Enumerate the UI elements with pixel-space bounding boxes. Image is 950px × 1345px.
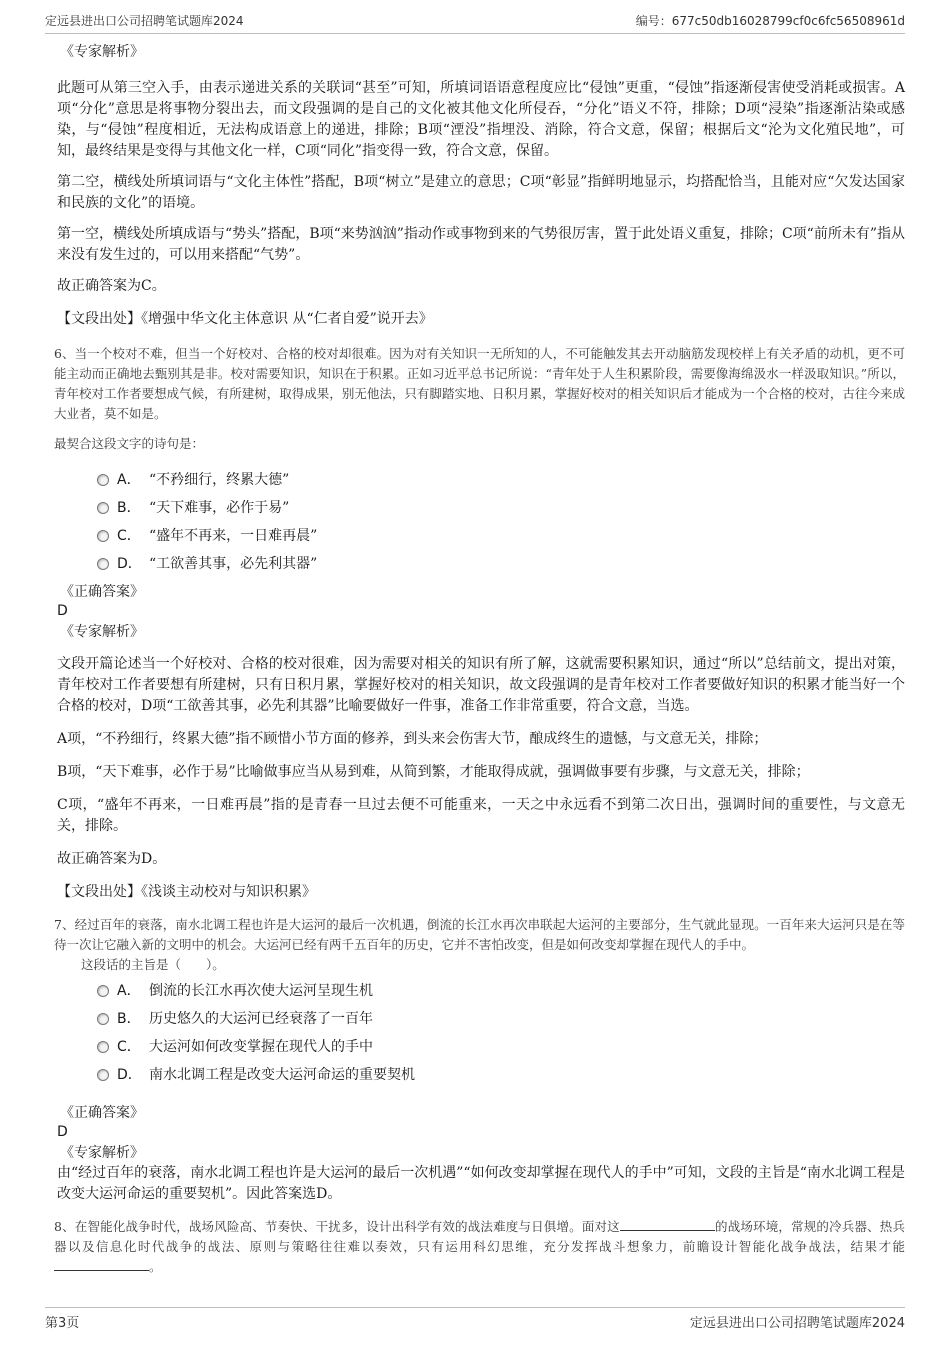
radio-button[interactable] bbox=[97, 1041, 109, 1053]
q7-answer: D bbox=[57, 1124, 68, 1140]
q5-conclusion: 故正确答案为C。 bbox=[57, 278, 166, 294]
q6-stem: 6、当一个校对不难，但当一个好校对、合格的校对却很难。因为对有关知识一无所知的人，不可能触发其去开动脑筋发现校样上有关矛盾的动机，更不可能主动而正确地去甄别其是非。校对需要知识，知识在于积累。正如习近平总书记所说：“青年处于人生积累阶段，需要像海绵汲水一样汲取知识。”所以，青年校对工作者要想成气候，有所建树，取得成果，别无他法，只有脚踏实地、日积月累，掌握好校对的相关知识后才能成为一个合格的校对，古往今来成大业者，莫不如是。 bbox=[54, 346, 905, 421]
header-title: 定远县进出口公司招聘笔试题库2024 bbox=[45, 14, 244, 28]
header-rule bbox=[45, 33, 905, 34]
q6-source: 【文段出处】《浅谈主动校对与知识积累》 bbox=[57, 884, 316, 900]
q7-option-d[interactable]: D． 南水北调工程是改变大运河命运的重要契机 bbox=[57, 1061, 905, 1089]
q6-options bbox=[57, 466, 905, 578]
footer-rule bbox=[45, 1307, 905, 1308]
radio-button[interactable] bbox=[97, 502, 109, 514]
q6-analysis-p3: B项，“天下难事，必作于易”比喻做事应当从易到难，从简到繁，才能取得成就，强调做事要有步骤，与文意无关，排除； bbox=[57, 764, 810, 780]
q6-analysis-p4: C项，“盛年不再来，一日难再晨”指的是青春一旦过去便不可能重来，一天之中永远看不到第二次日出，强调时间的重要性，与文意无关，排除。 bbox=[57, 797, 905, 834]
fill-blank[interactable] bbox=[620, 1217, 715, 1231]
q6-option-a[interactable]: A． “不矜细行，终累大德” bbox=[57, 466, 905, 494]
q7-option-a[interactable]: A． 倒流的长江水再次使大运河呈现生机 bbox=[57, 977, 905, 1005]
q6-analysis-p2: A项，“不矜细行，终累大德”指不顾惜小节方面的修养，到头来会伤害大节，酿成终生的遗憾，与文意无关，排除； bbox=[57, 731, 768, 747]
q6-option-b[interactable]: B． “天下难事，必作于易” bbox=[57, 494, 905, 522]
q5-analysis-label: 《专家解析》 bbox=[60, 44, 144, 60]
footer-page-number: 第3页 bbox=[45, 1316, 80, 1331]
q7-option-c[interactable]: C． 大运河如何改变掌握在现代人的手中 bbox=[57, 1033, 905, 1061]
q8-stem: 8、在智能化战争时代，战场风险高、节奏快、干扰多，设计出科学有效的战法难度与日俱增。面对这 的战场环境，常规的冷兵器、热兵器以及信息化时代战争的战法、原则与策略往往难以奏效，只有运用科幻思维，充分发挥战斗想象力，前瞻设计智能化战争战法，结果才能。 bbox=[54, 1219, 905, 1274]
q5-analysis-p1: 此题可从第三空入手，由表示递进关系的关联词“甚至”可知，所填词语语意程度应比“侵蚀”更重，“侵蚀”指逐渐侵害使受消耗或损害。A项“分化”意思是将事物分裂出去，而文段强调的是自己的文化被其他文化所侵吞，“分化”语义不符，排除；D项“浸染”指逐渐沾染或感染，与“侵蚀”程度相近，无法构成语意上的递进，排除；B项“湮没”指埋没、消除，符合文意，保留；根据后文“沦为文化殖民地”，可知，最终结果是变得与其他文化一样，C项“同化”指变得一致，符合文意，保留。 bbox=[57, 80, 905, 159]
q7-options bbox=[57, 977, 905, 1089]
q7-prompt: 这段话的主旨是（ ）。 bbox=[81, 957, 225, 972]
q7-option-b[interactable]: B． 历史悠久的大运河已经衰落了一百年 bbox=[57, 1005, 905, 1033]
q6-answer: D bbox=[57, 603, 68, 619]
q6-analysis-p1: 文段开篇论述当一个好校对、合格的校对很难，因为需要对相关的知识有所了解，这就需要积累知识，通过“所以”总结前文，提出对策，青年校对工作者要想有所建树，只有日积月累，掌握好校对的相关知识，故文段强调的是青年校对工作者要做好知识的积累才能当好一个合格的校对，D项“工欲善其事，必先利其器”比喻要做好一件事，准备工作非常重要，符合文意，当选。 bbox=[57, 656, 905, 714]
q5-analysis-p3: 第一空，横线处所填成语与“势头”搭配，B项“来势汹汹”指动作或事物到来的气势很厉害，置于此处语义重复，排除；C项“前所未有”指从来没有发生过的，可以用来搭配“气势”。 bbox=[57, 226, 905, 263]
q7-analysis-label: 《专家解析》 bbox=[60, 1145, 144, 1161]
q7-answer-label: 《正确答案》 bbox=[60, 1105, 144, 1121]
q5-analysis-p2: 第二空，横线处所填词语与“文化主体性”搭配，B项“树立”是建立的意思；C项“彰显”指鲜明地显示，均搭配恰当，且能对应“欠发达国家和民族的文化”的语境。 bbox=[57, 174, 905, 211]
q6-conclusion: 故正确答案为D。 bbox=[57, 851, 167, 867]
radio-button[interactable] bbox=[97, 1069, 109, 1081]
q6-option-c[interactable]: C． “盛年不再来，一日难再晨” bbox=[57, 522, 905, 550]
radio-button[interactable] bbox=[97, 1013, 109, 1025]
q6-option-d[interactable]: D． “工欲善其事，必先利其器” bbox=[57, 550, 905, 578]
radio-button[interactable] bbox=[97, 474, 109, 486]
q7-analysis-p1: 由“经过百年的衰落，南水北调工程也许是大运河的最后一次机遇”“如何改变却掌握在现代人的手中”可知，文段的主旨是“南水北调工程是改变大运河命运的重要契机”。因此答案选D。 bbox=[57, 1165, 905, 1202]
fill-blank[interactable] bbox=[54, 1257, 149, 1271]
q6-prompt: 最契合这段文字的诗句是： bbox=[54, 436, 205, 451]
radio-button[interactable] bbox=[97, 530, 109, 542]
radio-button[interactable] bbox=[97, 558, 109, 570]
footer-title: 定远县进出口公司招聘笔试题库2024 bbox=[689, 1316, 905, 1331]
page-content bbox=[54, 42, 905, 1277]
radio-button[interactable] bbox=[97, 985, 109, 997]
header-code: 编号：677c50db16028799cf0c6fc56508961d bbox=[635, 14, 905, 28]
q6-answer-label: 《正确答案》 bbox=[60, 584, 144, 600]
page-header bbox=[45, 6, 905, 26]
q5-source: 【文段出处】《增强中华文化主体意识 从“仁者自爱”说开去》 bbox=[57, 311, 433, 327]
q7-stem: 7、经过百年的衰落，南水北调工程也许是大运河的最后一次机遇，倒流的长江水再次串联起大运河的主要部分，生气就此显现。一百年来大运河只是在等待一次让它融入新的文明中的机会。大运河已经有两千五百年的历史，它并不害怕改变，但是如何改变却掌握在现代人的手中。 bbox=[54, 917, 905, 952]
q6-analysis-label: 《专家解析》 bbox=[60, 624, 144, 640]
